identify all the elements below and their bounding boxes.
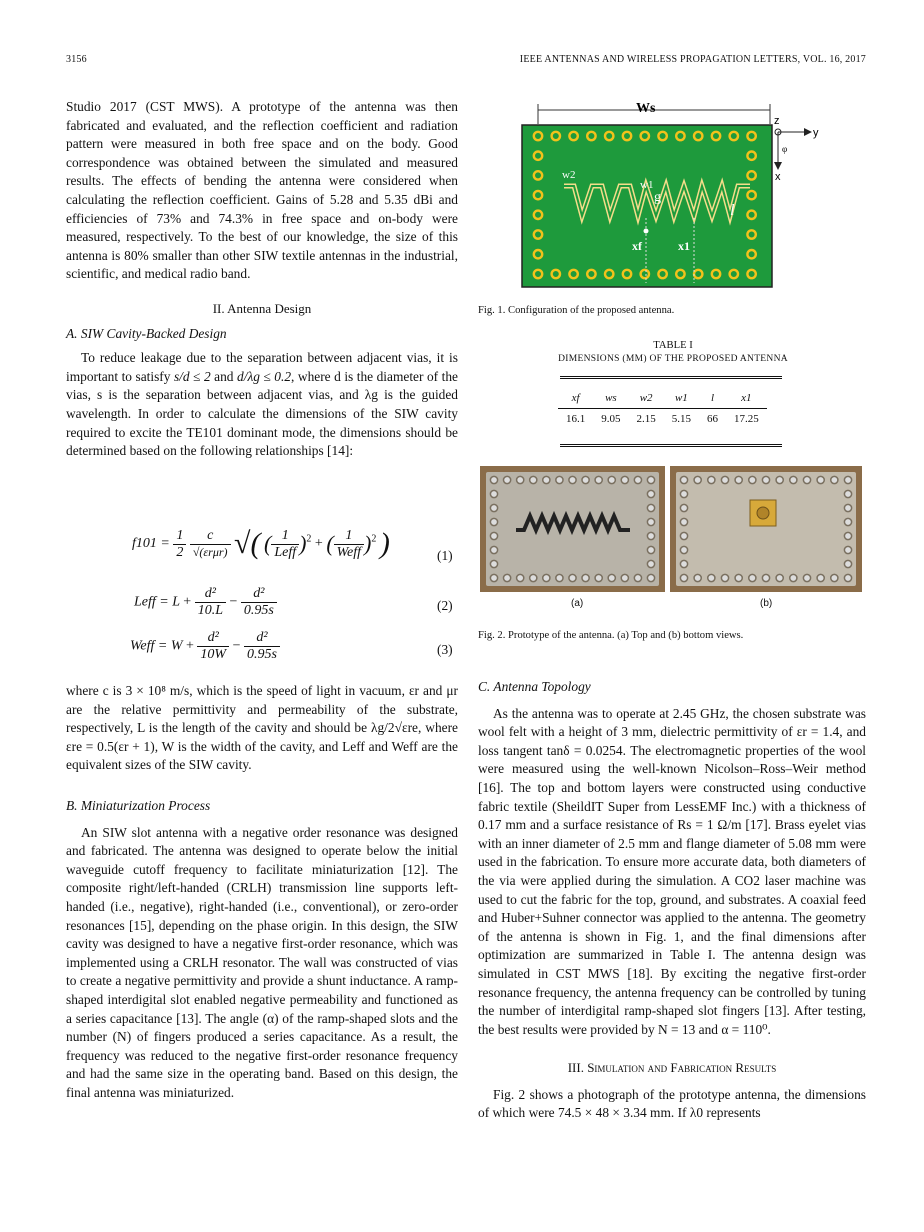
l-label: l <box>730 202 735 219</box>
subsection-a-heading: A. SIW Cavity-Backed Design <box>66 325 227 341</box>
w2-label: w2 <box>562 169 576 181</box>
w1-label: w1 <box>640 179 654 191</box>
eyelet-icon <box>680 518 687 525</box>
eyelet-icon <box>517 476 524 483</box>
eyelet-icon <box>735 476 742 483</box>
eyelet-icon <box>490 476 497 483</box>
figure-1-caption: Fig. 1. Configuration of the proposed antenna. <box>478 305 675 316</box>
eyelet-icon <box>503 476 510 483</box>
eyelet-icon <box>776 574 783 581</box>
eyelet-icon <box>595 476 602 483</box>
table-header-cell: w1 <box>674 392 688 404</box>
eyelet-icon <box>608 476 615 483</box>
table-1-title: TABLE I <box>653 340 693 351</box>
eyelet-icon <box>680 490 687 497</box>
eyelet-icon <box>721 574 728 581</box>
eyelet-icon <box>680 532 687 539</box>
eyelet-icon <box>844 504 851 511</box>
figure-2-caption: Fig. 2. Prototype of the antenna. (a) Top and (b) bottom views. <box>478 630 744 641</box>
eyelet-icon <box>569 476 576 483</box>
eyelet-icon <box>708 574 715 581</box>
eyelet-icon <box>490 504 497 511</box>
table-1-bottom-rule <box>560 444 782 447</box>
eyelet-icon <box>530 574 537 581</box>
eyelet-icon <box>556 574 563 581</box>
eyelet-icon <box>490 546 497 553</box>
page-number: 3156 <box>66 54 87 65</box>
intro-paragraph: Studio 2017 (CST MWS). A prototype of the antenna was then fabricated and evaluated, and the reflection coefficient and radiation pattern were measured in both free space and on the body. Good correspondence was obtained between the simulated and measured results. The effects of bending the antenna were considered when calculating the reflection coefficient. Gains of 5.28 and 5.35 dBi and efficiencies of 73% and 74.3% in free space and on-body were measured, respectively. To the best of our knowledge, the size of this antenna is 80% smaller than other SIW textile antennas in the industrial, scientific, and medical radio band. <box>66 99 458 282</box>
equation-1-number: (1) <box>437 548 453 563</box>
eyelet-icon <box>647 560 654 567</box>
section-3-heading: III. Simulation and Fabrication Results <box>567 1060 777 1076</box>
table-value-cell: 2.15 <box>636 413 656 425</box>
subsection-c-paragraph: As the antenna was to operate at 2.45 GHz, the chosen substrate was wool felt with a height of 3 mm, dielectric permittivity of εr = 1.4, and loss tangent tanδ = 0.0254. The electromagnetic properties of the wool were measured using the well-known Nicolson–Ross–Weir method [16]. The top and bottom layers were constructed using conductive fabric textile (SheildIT Super from LessEMF Inc.) with a thickness of 0.17 mm and a surface resistance of Rs = 1 Ω/m [17]. Brass eyelet vias with an inner diameter of 2.5 mm and flange diameter of 5.08 mm were used in the fabrication. To ensure more accurate data, both diameters of the via were applied during the simulation. A CO2 laser machine was used to cut the fabric for the top, ground, and substrates. A coaxial feed and Huber+Suhner connector was applied to the antenna. The geometry of the antenna is shown in Fig. 1, and the final dimensions after optimization are summarized in Table I. The antenna design was simulated in CST MWS [18]. By exciting the negative first-order resonance frequency, the antenna frequency can be controlled by tuning the number of interdigital ramp-shaped slot fingers [13]. After testing, the best results were provided by N = 13 and α = 110⁰. <box>478 705 866 1037</box>
eyelet-icon <box>621 574 628 581</box>
eyelet-icon <box>543 574 550 581</box>
eyelet-icon <box>790 476 797 483</box>
eyelet-icon <box>831 476 838 483</box>
eyelet-icon <box>694 476 701 483</box>
eyelet-icon <box>608 574 615 581</box>
eyelet-icon <box>680 574 687 581</box>
eyelet-icon <box>680 560 687 567</box>
eyelet-icon <box>490 574 497 581</box>
equation-2-number: (2) <box>437 598 453 613</box>
table-1-subtitle: DIMENSIONS (MM) OF THE PROPOSED ANTENNA <box>558 354 788 364</box>
table-header-cell: w2 <box>639 392 653 404</box>
eyelet-icon <box>844 476 851 483</box>
subsection-b-paragraph: An SIW slot antenna with a negative order resonance was designed and fabricated. The antenna was designed to operate below the initial waveguide cutoff frequency to facilitate miniaturization [12]. The composite right/left-handed (CRLH) transmission line supports left-handed (i.e., negative), right-handed (i.e., conventional), or zero-order resonances [15], depending on the phase origin. In this design, the SIW cavity was designed to have a negative first-order resonance, which was implemented using a CRLH resonator. The wall was constructed of vias to create a negative permittivity and provide a shunt inductance. A ramp-shaped interdigital slot enabled negative permeability and functioned as a series capacitance [13]. The angle (α) of the ramp-shaped slots and the number (N) of fingers produced a series capacitance. As a result, the frequency was reduced to the negative first-order resonance frequency and had the same size in the operating band. Based on this design, the final antenna was miniaturized. <box>66 824 458 1100</box>
table-value-cell: 9.05 <box>601 413 621 425</box>
subsection-c-heading: C. Antenna Topology <box>478 679 591 694</box>
equation-2: Leff = L + $\frac{\text{d²}}{10.L}$ − $\frac{\text{d²}}{0.95s}$ <box>134 586 277 619</box>
table-header-cell: l <box>710 392 715 404</box>
table-value-cell: 17.25 <box>734 413 759 425</box>
z-axis-label: z <box>774 115 780 127</box>
section-2-heading: II. Antenna Design <box>212 300 312 316</box>
eyelet-icon <box>721 476 728 483</box>
table-header-cell: xf <box>571 392 580 404</box>
eyelet-icon <box>490 532 497 539</box>
table-1 <box>558 388 767 429</box>
equation-1: f101 = $\frac{1}{2}$ $\frac{c}{\text{√(εrμr)}}$ √( ( $\frac{1}{\text{Leff}}$ )$^2$ + ( $\frac{1}{\text{Weff}}$ )$^2$ ) <box>132 527 390 560</box>
g-label: g <box>654 190 661 205</box>
eyelet-icon <box>694 574 701 581</box>
left-column-bottom <box>66 682 458 1102</box>
eyelet-icon <box>844 532 851 539</box>
eyelet-icon <box>503 574 510 581</box>
eyelet-icon <box>647 518 654 525</box>
section-3-paragraph: Fig. 2 shows a photograph of the prototype antenna, the dimensions of which were 74.5 × 48 × 3.34 mm. If λ0 represents <box>478 1086 866 1121</box>
eyelet-icon <box>647 476 654 483</box>
photo-label-b: (b) <box>760 598 773 609</box>
eyelet-icon <box>569 574 576 581</box>
eyelet-icon <box>490 518 497 525</box>
ws-label: Ws <box>636 101 656 116</box>
table-value-cell: 66 <box>707 413 718 425</box>
eyelet-icon <box>817 476 824 483</box>
equation-3-number: (3) <box>437 642 453 657</box>
eyelet-icon <box>844 490 851 497</box>
eyelet-icon <box>556 476 563 483</box>
eyelet-icon <box>844 518 851 525</box>
eyelet-icon <box>844 560 851 567</box>
equation-explanation: where c is 3 × 10⁸ m/s, which is the speed of light in vacuum, εr and μr are the relative permittivity and permeability of the substrate, respectively, L is the length of the cavity and should be λg/2√εre, where εre = 0.5(εr + 1), W is the width of the cavity, and Leff and Weff are the equivalent sizes of the SIW cavity. <box>66 683 458 773</box>
photo-bottom-view <box>670 466 862 592</box>
table-header-cell: x1 <box>741 392 752 404</box>
eyelet-icon <box>647 504 654 511</box>
y-axis-label: y <box>813 127 819 139</box>
eyelet-icon <box>634 476 641 483</box>
eyelet-icon <box>803 476 810 483</box>
eyelet-icon <box>762 574 769 581</box>
eyelet-icon <box>708 476 715 483</box>
eyelet-icon <box>647 532 654 539</box>
eyelet-icon <box>490 560 497 567</box>
eyelet-icon <box>490 490 497 497</box>
table-1-top-rule <box>560 376 782 379</box>
photo-top-view <box>480 466 665 592</box>
eyelet-icon <box>543 476 550 483</box>
eyelet-icon <box>634 574 641 581</box>
eyelet-icon <box>582 476 589 483</box>
x-axis-label: x <box>775 171 781 183</box>
eyelet-icon <box>790 574 797 581</box>
eyelet-icon <box>844 546 851 553</box>
eyelet-icon <box>647 546 654 553</box>
eyelet-icon <box>831 574 838 581</box>
photo-label-a: (a) <box>571 598 584 609</box>
eyelet-icon <box>680 504 687 511</box>
eyelet-icon <box>776 476 783 483</box>
table-header-cell: ws <box>605 392 617 404</box>
x1-label: x1 <box>678 239 690 253</box>
eyelet-icon <box>680 546 687 553</box>
equation-3: Weff = W + $\frac{\text{d²}}{10W}$ − $\frac{\text{d²}}{0.95s}$ <box>130 630 280 663</box>
eyelet-icon <box>762 476 769 483</box>
phi-label: φ <box>782 144 788 154</box>
table-value-cell: 16.1 <box>566 413 586 425</box>
eyelet-icon <box>582 574 589 581</box>
eyelet-icon <box>680 476 687 483</box>
xf-label: xf <box>632 239 642 253</box>
eyelet-icon <box>803 574 810 581</box>
subsection-b-heading: B. Miniaturization Process <box>66 797 211 813</box>
eyelet-icon <box>749 574 756 581</box>
feed-point <box>644 229 649 234</box>
table-header-row <box>558 388 767 409</box>
eyelet-icon <box>817 574 824 581</box>
eyelet-icon <box>530 476 537 483</box>
table-value-row <box>558 409 767 430</box>
eyelet-icon <box>621 476 628 483</box>
subsection-a-paragraph: To reduce leakage due to the separation between adjacent vias, it is important to satisfy s/d ≤ 2 and d/λg ≤ 0.2, where d is the diameter of the vias, s is the separation between adjacent vias, and λg is the guided wavelength. In order to calculate the dimensions of the SIW cavity required to excite the TE101 dominant mode, the dimensions should be determined based on the following relationships [14]: <box>66 350 458 459</box>
eyelet-icon <box>647 574 654 581</box>
figure-1-diagram <box>516 98 821 293</box>
eyelet-icon <box>749 476 756 483</box>
eyelet-icon <box>517 574 524 581</box>
table-value-cell: 5.15 <box>671 413 691 425</box>
eyelet-icon <box>735 574 742 581</box>
running-header: IEEE ANTENNAS AND WIRELESS PROPAGATION LETTERS, VOL. 16, 2017 <box>519 54 866 65</box>
eyelet-icon <box>844 574 851 581</box>
eyelet-icon <box>647 490 654 497</box>
eyelet-icon <box>595 574 602 581</box>
right-column-text <box>478 678 866 1123</box>
left-column-top <box>66 98 458 461</box>
